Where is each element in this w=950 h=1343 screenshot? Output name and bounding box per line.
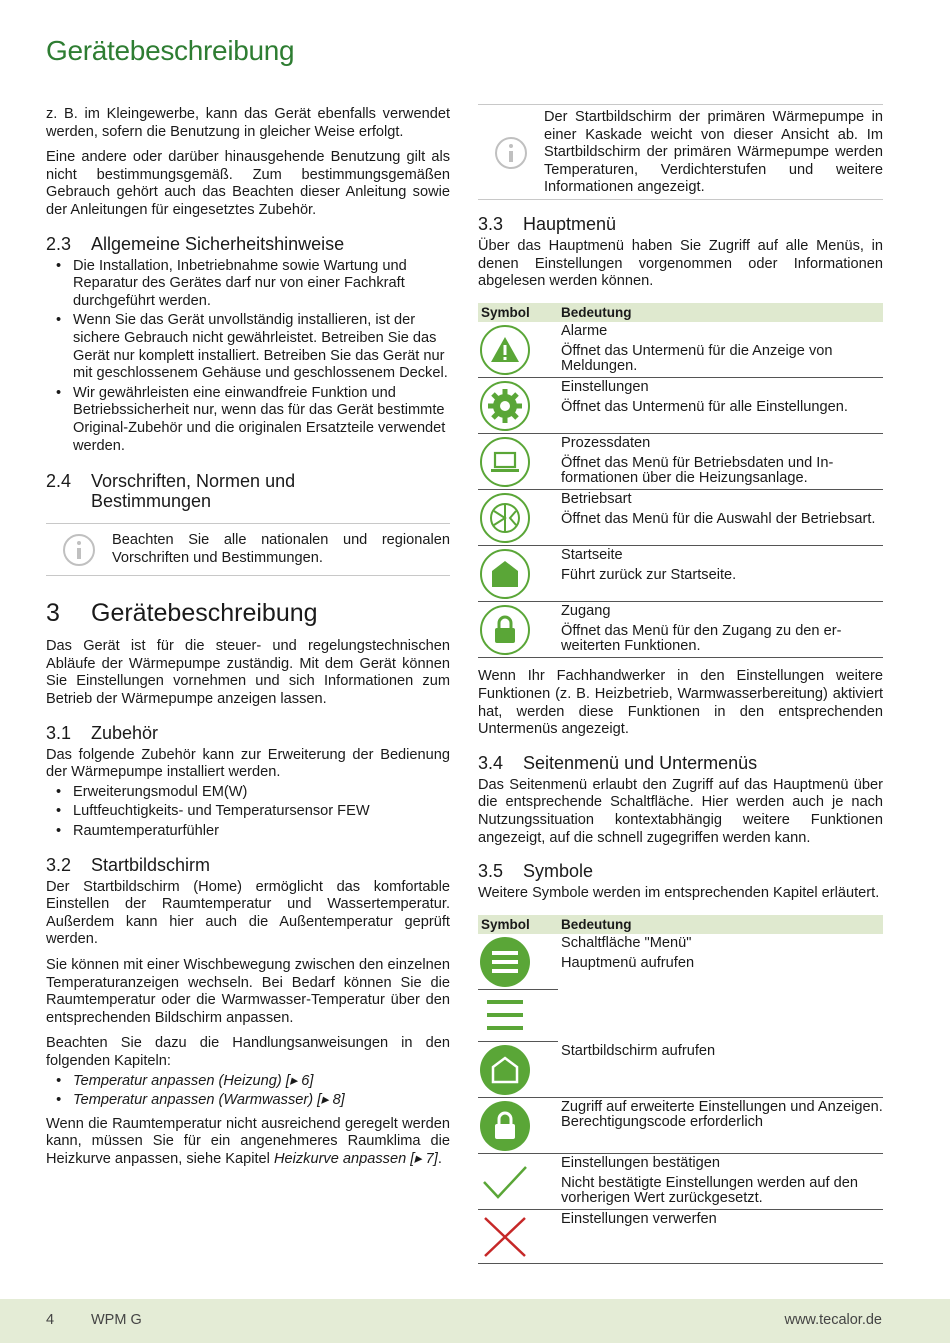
accessories-paragraph: Das folgende Zubehör kann zur Erweiterung der Bedienung der Wärmepumpe installiert werden.: [46, 746, 450, 781]
symbol-title: Einstellungen bestätigen: [561, 1155, 721, 1172]
startscreen-paragraph-3: Beachten Sie dazu die Handlungsanweisungen in den folgenden Kapiteln:: [46, 1035, 450, 1069]
section-number: 2.4: [46, 471, 72, 492]
symbol-desc: Startbildschirm aufrufen: [561, 1042, 716, 1059]
symbol-desc: Öffnet das Menü für den Zugang zu den erweiterten Funktionen.: [561, 623, 842, 655]
table-row: [478, 1098, 883, 1154]
regulations-note: [46, 523, 450, 576]
section-title: Hauptmenü: [523, 213, 617, 234]
laptop-icon: [480, 437, 530, 487]
section-number: 3.1: [46, 722, 72, 743]
table-row: [478, 378, 883, 434]
chapter-title: Gerätebeschreibung: [91, 599, 318, 628]
home-button-icon: [480, 1045, 530, 1095]
accessories-list: [46, 784, 450, 841]
symbol-title: Prozessdaten: [561, 435, 651, 452]
home-icon: [480, 549, 530, 599]
table-row: [478, 1210, 883, 1264]
symbol-title: Zugang: [561, 603, 611, 620]
chapter-link-hot-water[interactable]: • Temperatur anpassen (Warmwasser) [▸ 8]: [46, 1092, 450, 1110]
symbol-title: Startseite: [561, 547, 623, 564]
left-column: [46, 106, 450, 1177]
checkmark-icon: [480, 1157, 530, 1207]
lock-icon: [480, 605, 530, 655]
list-item: • Luftfeuchtigkeits- und Temperatursensor FEW: [46, 803, 450, 821]
section-3-4-heading: [478, 753, 883, 773]
table-row: [478, 602, 883, 658]
symbol-desc: Öffnet das Menü für die Auswahl der Betriebsart.: [561, 511, 876, 528]
startscreen-paragraph-2: Sie können mit einer Wischbewegung zwischen den einzelnen Temperaturanzeigen wechseln. Bei Bedarf können Sie die Raumtemperatur oder die Warmwasser-Temperatur über den entsprechenden Bildschirm anpassen.: [46, 957, 450, 1026]
section-3-2-heading: [46, 855, 450, 875]
list-item: • Raumtemperaturfühler: [46, 823, 450, 841]
chapter-3-paragraph: Das Gerät ist für die steuer- und regelungstechnischen Abläufe der Wärmepumpe zuständig. Mit dem Gerät können Sie Einstellungen vornehmen und sich Informationen zum Betrieb der Wärmepumpe anzeigen lassen.: [46, 638, 450, 708]
safety-list: [46, 258, 450, 456]
page-number: 4: [46, 1312, 55, 1328]
table-row: [478, 322, 883, 378]
list-item: • Erweiterungsmodul EM(W): [46, 784, 450, 802]
section-title: Symbole: [523, 861, 594, 882]
symbol-desc: Öffnet das Untermenü für alle Einstellungen.: [561, 399, 848, 416]
chapter-link-heating-curve[interactable]: Heizkurve anpassen [▸ 7]: [273, 1150, 438, 1167]
lock-button-icon: [480, 1101, 530, 1151]
section-3-1-heading: [46, 723, 450, 743]
symbol-desc: Öffnet das Untermenü für die Anzeige von Meldungen.: [561, 343, 833, 375]
note-text: Beachten Sie alle nationalen und regionalen Vorschriften und Bestimmungen.: [112, 532, 450, 566]
section-2-3-heading: [46, 234, 450, 254]
page-footer: [0, 1299, 950, 1343]
symbol-desc: Nicht bestätigte Einstellungen werden auf den vorherigen Wert zurückgesetzt.: [561, 1175, 858, 1207]
website-link[interactable]: www.tecalor.de: [784, 1312, 882, 1328]
cascade-note: [478, 104, 883, 200]
table-header-symbol: Symbol: [478, 303, 558, 323]
section-3-3-heading: [478, 214, 883, 234]
side-menu-paragraph: Das Seitenmenü erlaubt den Zugriff auf das Hauptmenü über die entsprechende Schaltfläche. Hier werden auch je nach Nutzungssituation kontextabhängig weitere Funktionen angezeigt, auf die schnell zugegriffen werden kann.: [478, 776, 883, 846]
section-number: 3.3: [478, 213, 504, 234]
gear-icon: [480, 381, 530, 431]
note-text: Der Startbildschirm der primären Wärmepumpe in einer Kaskade weicht von dieser Ansicht ab. Im Startbildschirm der primären Wärmepumpe werden Temperaturen, Verdichterstufen und weitere Informationen angezeigt.: [544, 109, 883, 196]
symbol-desc: Öffnet das Menü für Betriebsdaten und Informationen über die Heizungsanlage.: [561, 455, 834, 487]
section-title: Zubehör: [91, 722, 159, 743]
main-menu-paragraph: Über das Hauptmenü haben Sie Zugriff auf alle Menüs, in denen Einstellungen vorgenommen oder Informationen abgelesen werden können.: [478, 237, 883, 290]
section-title: Allgemeine Sicherheitshinweise: [91, 233, 345, 254]
symbol-title: Einstellungen: [561, 379, 649, 396]
section-number: 2.3: [46, 233, 72, 254]
section-2-4-heading: [46, 471, 450, 511]
symbol-title: Einstellungen verwerfen: [561, 1211, 717, 1228]
table-row: [478, 546, 883, 602]
document-name: WPM G: [91, 1312, 142, 1328]
symbol-title: Alarme: [561, 323, 608, 340]
section-number: 3.2: [46, 854, 72, 875]
page-header-title: Gerätebeschreibung: [46, 35, 295, 66]
table-row: [478, 1042, 883, 1098]
table-row: [478, 490, 883, 546]
list-item: • Wir gewährleisten eine einwandfreie Funktion und Betriebssicherheit nur, wenn das für das Gerät bestimmte Original-Zubehör und die originalen Ersatzteile verwendet werden.: [46, 385, 450, 455]
table-row: [478, 434, 883, 490]
symbol-desc: Führt zurück zur Startseite.: [561, 567, 737, 584]
menu-button-icon: [480, 937, 530, 987]
chapter-number: 3: [46, 599, 60, 628]
after-table-paragraph: Wenn Ihr Fachhandwerker in den Einstellungen weitere Funktionen (z. B. Heizbetrieb, Warmwasserbereitung) aktiviert hat, werden diese Funktionen in den entsprechenden Untermenüs angezeigt.: [478, 668, 883, 738]
right-column: [478, 104, 883, 1274]
info-icon: [495, 137, 527, 169]
symbol-desc: Zugriff auf erweiterte Einstellungen und Anzeigen. Berechtigungscode erforderlich: [561, 1099, 883, 1131]
startscreen-paragraph-1: Der Startbildschirm (Home) ermöglicht das komfortable Einstellen der Raumtemperatur und Wassertemperatur. Außerdem kann hier auch die Außentemperatur geprüft werden.: [46, 878, 450, 948]
symbols-table: [478, 915, 883, 1265]
mode-icon: [480, 493, 530, 543]
section-number: 3.4: [478, 752, 504, 773]
intro-paragraph-1: z. B. im Kleingewerbe, kann das Gerät ebenfalls verwendet werden, sofern die Benutzung in gleicher Weise erfolgt.: [46, 106, 450, 140]
section-title: Seitenmenü und Untermenüs: [523, 752, 758, 773]
table-header-meaning: Bedeutung: [558, 303, 883, 323]
list-item: • Wenn Sie das Gerät unvollständig installieren, ist der sichere Gebrauch nicht gewährleistet. Betreiben Sie das Gerät nur komplett installiert. Betreiben Sie das Gerät nur mit geschlossenem Gehäuse und geschlossenem Deckel.: [46, 312, 450, 382]
symbol-title: Schaltfläche "Menü": [561, 935, 692, 952]
alarm-icon: [480, 325, 530, 375]
section-title: Startbildschirm: [91, 854, 211, 875]
main-menu-symbol-table: [478, 303, 883, 659]
menu-lines-icon: [480, 998, 530, 1032]
symbol-title: Betriebsart: [561, 491, 632, 508]
section-title: Vorschriften, Normen und Bestimmungen: [91, 471, 296, 512]
table-row: [478, 934, 883, 990]
table-header-meaning: Bedeutung: [558, 915, 883, 935]
table-row: [478, 1154, 883, 1210]
section-3-5-heading: [478, 861, 883, 881]
table-header-symbol: Symbol: [478, 915, 558, 935]
chapter-3-heading: [46, 598, 450, 628]
info-icon: [63, 534, 95, 566]
section-number: 3.5: [478, 861, 504, 882]
chapter-link-heating[interactable]: • Temperatur anpassen (Heizung) [▸ 6]: [46, 1073, 450, 1091]
symbol-desc: Hauptmenü aufrufen: [561, 955, 695, 972]
symbols-paragraph: Weitere Symbole werden im entsprechenden Kapitel erläutert.: [478, 885, 880, 902]
cross-icon: [480, 1213, 530, 1261]
startscreen-paragraph-4: Wenn die Raumtemperatur nicht ausreichend geregelt werden kann, müssen Sie für ein angenehmeres Raumklima die Heizkurve anpassen, siehe Kapitel Heizkurve anpassen [▸ 7].: [46, 1115, 450, 1167]
intro-paragraph-2: Eine andere oder darüber hinausgehende Benutzung gilt als nicht bestimmungsgemäß. Zum bestimmungsgemäßen Gebrauch gehört auch das Beachten dieser Anleitung sowie der Anleitungen für eingesetztes Zubehör.: [46, 149, 450, 218]
list-item: • Die Installation, Inbetriebnahme sowie Wartung und Reparatur des Gerätes darf nur von einer Fachkraft durchgeführt werden.: [46, 258, 450, 311]
chapter-links-list: [46, 1073, 450, 1110]
